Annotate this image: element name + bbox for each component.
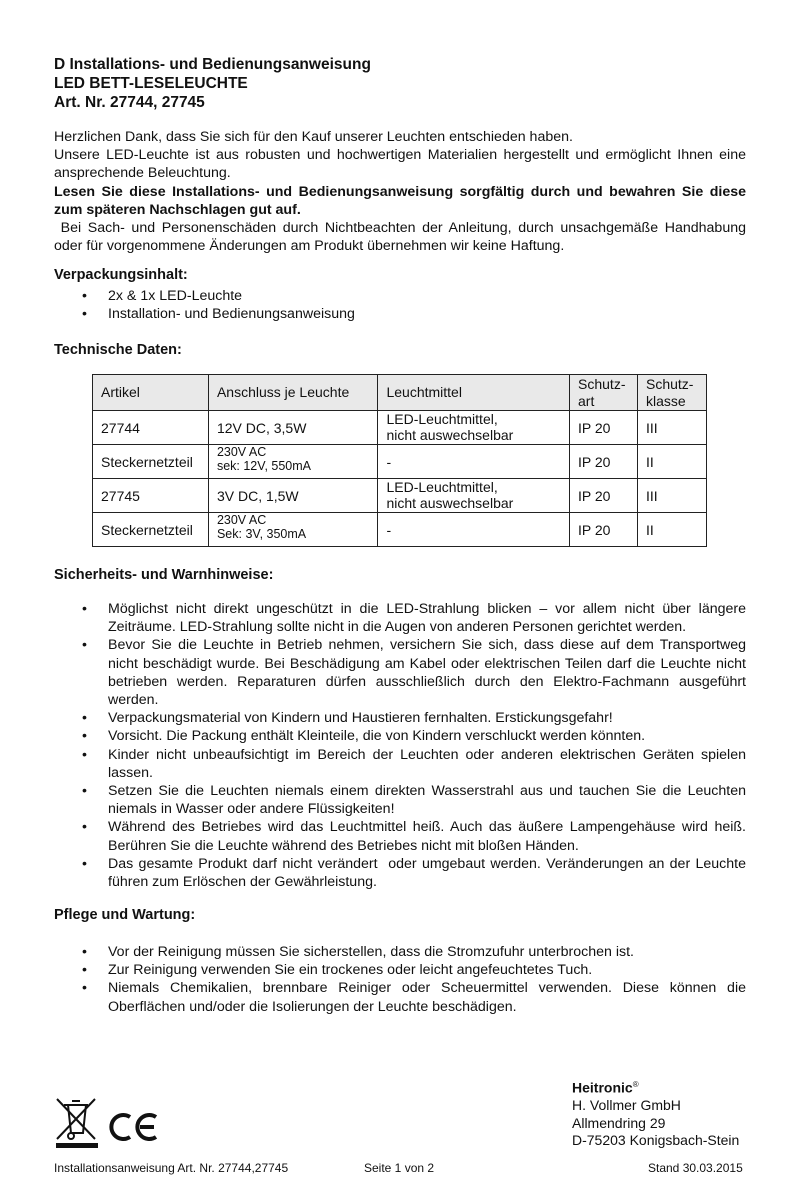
header-schutzklasse: Schutz- klasse <box>637 375 706 411</box>
header-schutzart: Schutz- art <box>570 375 638 411</box>
cell-schutzklasse: II <box>637 513 706 547</box>
company-street: Allmendring 29 <box>572 1114 666 1131</box>
title-line-1: D Installations- und Bedienungsanweisung <box>54 56 371 73</box>
bullet-icon: • <box>82 944 87 960</box>
compliance-icons <box>54 1097 184 1154</box>
safety-list <box>54 600 750 891</box>
bullet-icon: • <box>82 710 87 727</box>
list-item: • Kinder nicht unbeaufsichtigt im Bereich der Leuchten oder anderen elektrischen Geräten spielen lassen. <box>82 746 746 781</box>
footer-page-number: Seite 1 von 2 <box>364 1161 435 1175</box>
list-item: • Setzen Sie die Leuchten niemals einem direkten Wasserstrahl aus und tauchen Sie die Leuchten niemals in Wasser oder andere Flüssigkeiten! <box>82 783 746 818</box>
company-brand: Heitronic® <box>572 1079 639 1096</box>
company-address <box>572 1076 739 1150</box>
cell-schutzklasse: III <box>637 411 706 445</box>
bullet-icon: • <box>82 306 87 323</box>
care-heading: Pflege und Wartung: <box>54 907 196 923</box>
cell-artikel: 27745 <box>93 479 209 513</box>
bullet-icon: • <box>82 746 87 763</box>
bullet-icon: • <box>82 962 87 979</box>
bullet-icon: • <box>82 855 87 872</box>
table-row <box>93 513 707 547</box>
weee-and-ce-icons <box>54 1097 184 1149</box>
intro-liability: Bei Sach- und Personenschäden durch Nichtbeachten der Anleitung, durch unsachgemäße Handhabung oder für vorgenommene Änderungen am Produkt übernehmen wir keine Haftung. <box>54 220 750 255</box>
bullet-icon: • <box>82 288 87 304</box>
cell-schutzart: IP 20 <box>570 445 638 479</box>
header-leuchtmittel: Leuchtmittel <box>378 375 570 411</box>
list-item: • Während des Betriebes wird das Leuchtmittel heiß. Auch das äußere Lampengehäuse wird heiß. Berühren Sie die Leuchte während des Betriebes nicht mit bloßen Händen. <box>82 819 746 854</box>
cell-artikel: Steckernetzteil <box>93 513 209 547</box>
packaging-list <box>54 287 746 323</box>
bullet-icon: • <box>82 728 87 745</box>
cell-leuchtmittel: LED-Leuchtmittel, nicht auswechselbar <box>378 411 570 445</box>
footer-date: Stand 30.03.2015 <box>648 1161 743 1175</box>
footer-doc-title: Installationsanweisung Art. Nr. 27744,27745 <box>54 1161 289 1175</box>
intro-read-notice: Lesen Sie diese Installations- und Bedienungsanweisung sorgfältig durch und bewahren Sie diese zum späteren Nachschlagen gut auf. <box>54 183 746 218</box>
cell-anschluss: 230V AC sek: 12V, 550mA <box>208 445 378 479</box>
cell-schutzart: IP 20 <box>570 513 638 547</box>
list-item: • Installation- und Bedienungsanweisung <box>82 306 355 323</box>
crossed-out-wheelie-bin-icon <box>57 1099 95 1139</box>
table-header-row <box>93 375 707 411</box>
cell-anschluss: 12V DC, 3,5W <box>208 411 378 445</box>
company-name: H. Vollmer GmbH <box>572 1097 681 1114</box>
cell-schutzart: IP 20 <box>570 479 638 513</box>
bullet-icon: • <box>82 601 87 617</box>
cell-schutzklasse: II <box>637 445 706 479</box>
header-anschluss: Anschluss je Leuchte <box>208 375 378 411</box>
list-item: • Möglichst nicht direkt ungeschützt in die LED-Strahlung blicken – vor allem nicht über längere Zeiträume. LED-Strahlung sollte nicht in die Augen von anderen Personen gerichtet werden. <box>82 601 746 636</box>
list-item: • Bevor Sie die Leuchte in Betrieb nehmen, versichern Sie sich, dass diese auf dem Transportweg nicht beschädigt wurde. Bei Beschädigung am Kabel oder elektrischen Teilen darf die Leuchte nicht betrieben werden. Reparaturen dürfen ausschließlich durch den Elektro-Fachmann ausgeführt werden. <box>82 637 746 709</box>
intro-thanks: Herzlichen Dank, dass Sie sich für den Kauf unserer Leuchten entschieden haben. <box>54 129 573 145</box>
cell-artikel: Steckernetzteil <box>93 445 209 479</box>
list-item: • 2x & 1x LED-Leuchte <box>82 288 243 304</box>
header-artikel: Artikel <box>93 375 209 411</box>
bullet-icon: • <box>82 783 87 800</box>
care-list <box>54 943 746 1016</box>
cell-anschluss: 230V AC Sek: 3V, 350mA <box>208 513 378 547</box>
list-item: • Zur Reinigung verwenden Sie ein trockenes oder leicht angefeuchtetes Tuch. <box>82 962 593 979</box>
safety-heading: Sicherheits- und Warnhinweise: <box>54 567 274 583</box>
list-item: • Niemals Chemikalien, brennbare Reiniger oder Scheuermittel verwenden. Diese können die Oberflächen und/oder die Isolierungen der Leuchte beschädigen. <box>82 980 746 1015</box>
bullet-icon: • <box>82 637 87 654</box>
table-row <box>93 411 707 445</box>
cell-leuchtmittel: LED-Leuchtmittel, nicht auswechselbar <box>378 479 570 513</box>
cell-anschluss: 3V DC, 1,5W <box>208 479 378 513</box>
table-row <box>93 445 707 479</box>
cell-leuchtmittel: - <box>378 445 570 479</box>
title-line-2: LED BETT-LESELEUCHTE <box>54 75 248 92</box>
company-city: D-75203 Konigsbach-Stein <box>572 1132 740 1149</box>
cell-artikel: 27744 <box>93 411 209 445</box>
intro-description: Unsere LED-Leuchte ist aus robusten und hochwertigen Materialien hergestellt und ermöglicht Ihnen eine ansprechende Beleuchtung. <box>54 147 746 182</box>
cell-schutzklasse: III <box>637 479 706 513</box>
cell-schutzart: IP 20 <box>570 411 638 445</box>
bullet-icon: • <box>82 980 87 997</box>
document-title <box>54 55 371 112</box>
list-item: • Vorsicht. Die Packung enthält Kleinteile, die von Kindern verschluckt werden könnten. <box>82 728 646 745</box>
table-row <box>93 479 707 513</box>
tech-heading: Technische Daten: <box>54 342 182 358</box>
bullet-icon: • <box>82 819 87 836</box>
intro-section <box>54 128 750 255</box>
packaging-heading: Verpackungsinhalt: <box>54 267 188 283</box>
list-item: • Verpackungsmaterial von Kindern und Haustieren fernhalten. Erstickungsgefahr! <box>82 710 613 727</box>
cell-leuchtmittel: - <box>378 513 570 547</box>
list-item: • Das gesamte Produkt darf nicht verändert oder umgebaut werden. Veränderungen an der Leuchte führen zum Erlöschen der Gewährleistung. <box>82 855 750 891</box>
list-item: • Vor der Reinigung müssen Sie sicherstellen, dass die Stromzufuhr unterbrochen ist. <box>82 944 634 960</box>
weee-bar-icon <box>56 1143 98 1148</box>
tech-data-table <box>92 374 707 547</box>
ce-mark-icon <box>111 1115 156 1139</box>
title-line-3: Art. Nr. 27744, 27745 <box>54 94 205 111</box>
